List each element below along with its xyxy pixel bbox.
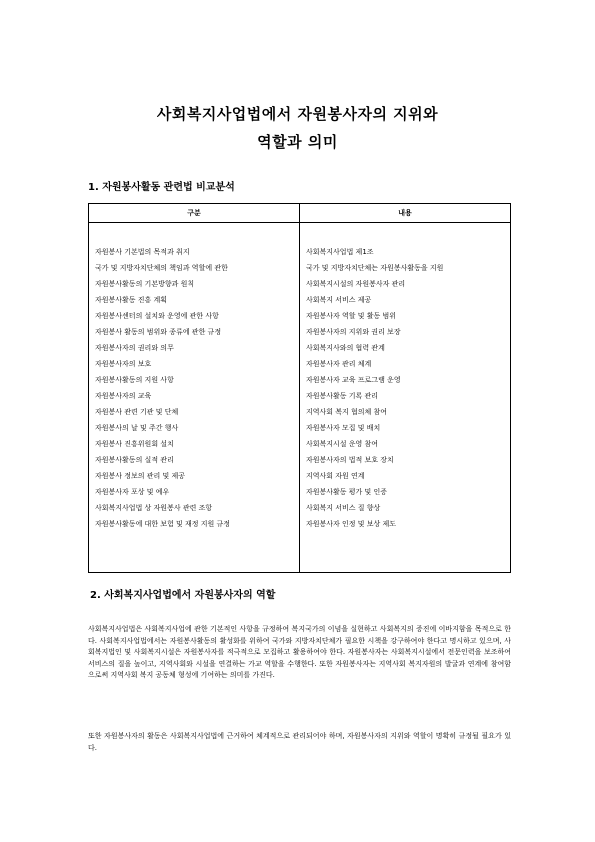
body-paragraph: 또한 자원봉사자의 활동은 사회복지사업법에 근거하여 체계적으로 관리되어야 하며, 자원봉사자의 지위와 역할이 명확히 규정될 필요가 있다. [88, 732, 511, 752]
table-cell-line-content: 자원봉사자의 지위와 권리 보장 [306, 328, 401, 336]
table-cell-line-content: 자원봉사자 모집 및 배치 [306, 424, 381, 432]
table-header-content: 내용 [300, 204, 511, 223]
table-cell-line-content: 사회복지 서비스 질 향상 [306, 504, 381, 512]
table-cell-line-content: 사회복지시설의 자원봉사자 관리 [306, 280, 406, 288]
table-body-row [89, 223, 511, 573]
table-cell-line-category: 자원봉사의 날 및 주간 행사 [95, 424, 179, 432]
table-cell-line-category: 자원봉사센터의 설치와 운영에 관한 사항 [95, 312, 219, 320]
table-cell-line-content: 지역사회 자원 연계 [306, 472, 365, 480]
table-cell-line-content: 자원봉사활동 기록 관리 [306, 392, 379, 400]
table-cell-line-content: 자원봉사자의 법적 보호 장치 [306, 456, 394, 464]
table-cell-line-category: 자원봉사활동의 기본방향과 원칙 [95, 280, 195, 288]
table-right-column [300, 223, 511, 573]
table-cell-line-category: 자원봉사활동에 대한 보험 및 재정 지원 규정 [95, 520, 231, 528]
table-cell-line-category: 자원봉사활동의 실적 관리 [95, 456, 174, 464]
table-cell-line-content: 자원봉사자 역할 및 활동 범위 [306, 312, 397, 320]
comparison-table [88, 203, 511, 573]
table-cell-line-category: 자원봉사 정보의 관리 및 제공 [95, 472, 186, 480]
table-cell-line-content: 국가 및 지방자치단체는 자원봉사활동을 지원 [306, 264, 444, 272]
table-cell-line-category: 국가 및 지방자치단체의 책임과 역할에 관한 [95, 264, 228, 272]
table-cell-line-content: 사회복지사와의 협력 관계 [306, 344, 385, 352]
table-cell-line-category: 자원봉사 진흥위원회 설치 [95, 440, 174, 448]
table-cell-line-content: 자원봉사자 교육 프로그램 운영 [306, 376, 401, 384]
section-heading-comparison: 1. 자원봉사활동 관련법 비교분석 [88, 182, 235, 193]
table-cell-line-content: 지역사회 복지 협의체 참여 [306, 408, 388, 416]
section-heading-role: 2. 사회복지사업법에서 자원봉사자의 역할 [90, 590, 276, 601]
body-paragraph: 사회복지사업법은 사회복지사업에 관한 기본적인 사항을 규정하여 복지국가의 이념을 실현하고 사회복지의 증진에 이바지함을 목적으로 한다. 사회복지사업법에서는 자원봉사활동의 활성화를 위하여 국가와 지방자치단체가 필요한 시책을 강구하여야 한다고 명시하고 있으며, 사회복지법인 및 사회복지시설은 자원봉사자를 적극적으로 모집하고 활용하여야 한다. 자원봉사자는 사회복지시설에서 전문인력을 보조하여 서비스의 질을 높이고, 지역사회와 시설을 연결하는 가교 역할을 수행한다. 또한 자원봉사자는 지역사회 복지자원의 발굴과 연계에 참여함으로써 지역사회 복지 공동체 형성에 기여하는 의미를 가진다. [88, 625, 511, 680]
table-cell-line-category: 자원봉사자의 보호 [95, 360, 152, 368]
table-cell-line-category: 자원봉사자의 권리와 의무 [95, 344, 174, 352]
table-cell-line-category: 사회복지사업법 상 자원봉사 관련 조항 [95, 504, 213, 512]
table-cell-line-content: 자원봉사자 인정 및 보상 제도 [306, 520, 397, 528]
document-title-line2: 역할과 의미 [257, 133, 338, 151]
table-cell-line-category: 자원봉사활동 진흥 계획 [95, 296, 168, 304]
table-cell-line-category: 자원봉사자의 교육 [95, 392, 152, 400]
table-cell-line-content: 자원봉사자 관리 체계 [306, 360, 372, 368]
table-cell-line-content: 사회복지사업법 제1조 [306, 248, 374, 256]
table-cell-line-content: 사회복지 서비스 제공 [306, 296, 372, 304]
document-title-line1: 사회복지사업법에서 자원봉사자의 지위와 [156, 105, 439, 123]
table-cell-line-content: 자원봉사활동 평가 및 인증 [306, 488, 388, 496]
table-cell-line-category: 자원봉사 활동의 범위와 종류에 관한 규정 [95, 328, 222, 336]
table-header-row [89, 204, 511, 223]
table-header-category: 구분 [89, 204, 300, 223]
table-cell-line-category: 자원봉사자 포상 및 예우 [95, 488, 170, 496]
table-cell-line-category: 자원봉사 관련 기관 및 단체 [95, 408, 179, 416]
table-cell-line-category: 자원봉사활동의 지원 사항 [95, 376, 174, 384]
table-cell-line-category: 자원봉사 기본법의 목적과 취지 [95, 248, 190, 256]
table-left-column [89, 223, 300, 573]
table-cell-line-content: 사회복지시설 운영 참여 [306, 440, 379, 448]
